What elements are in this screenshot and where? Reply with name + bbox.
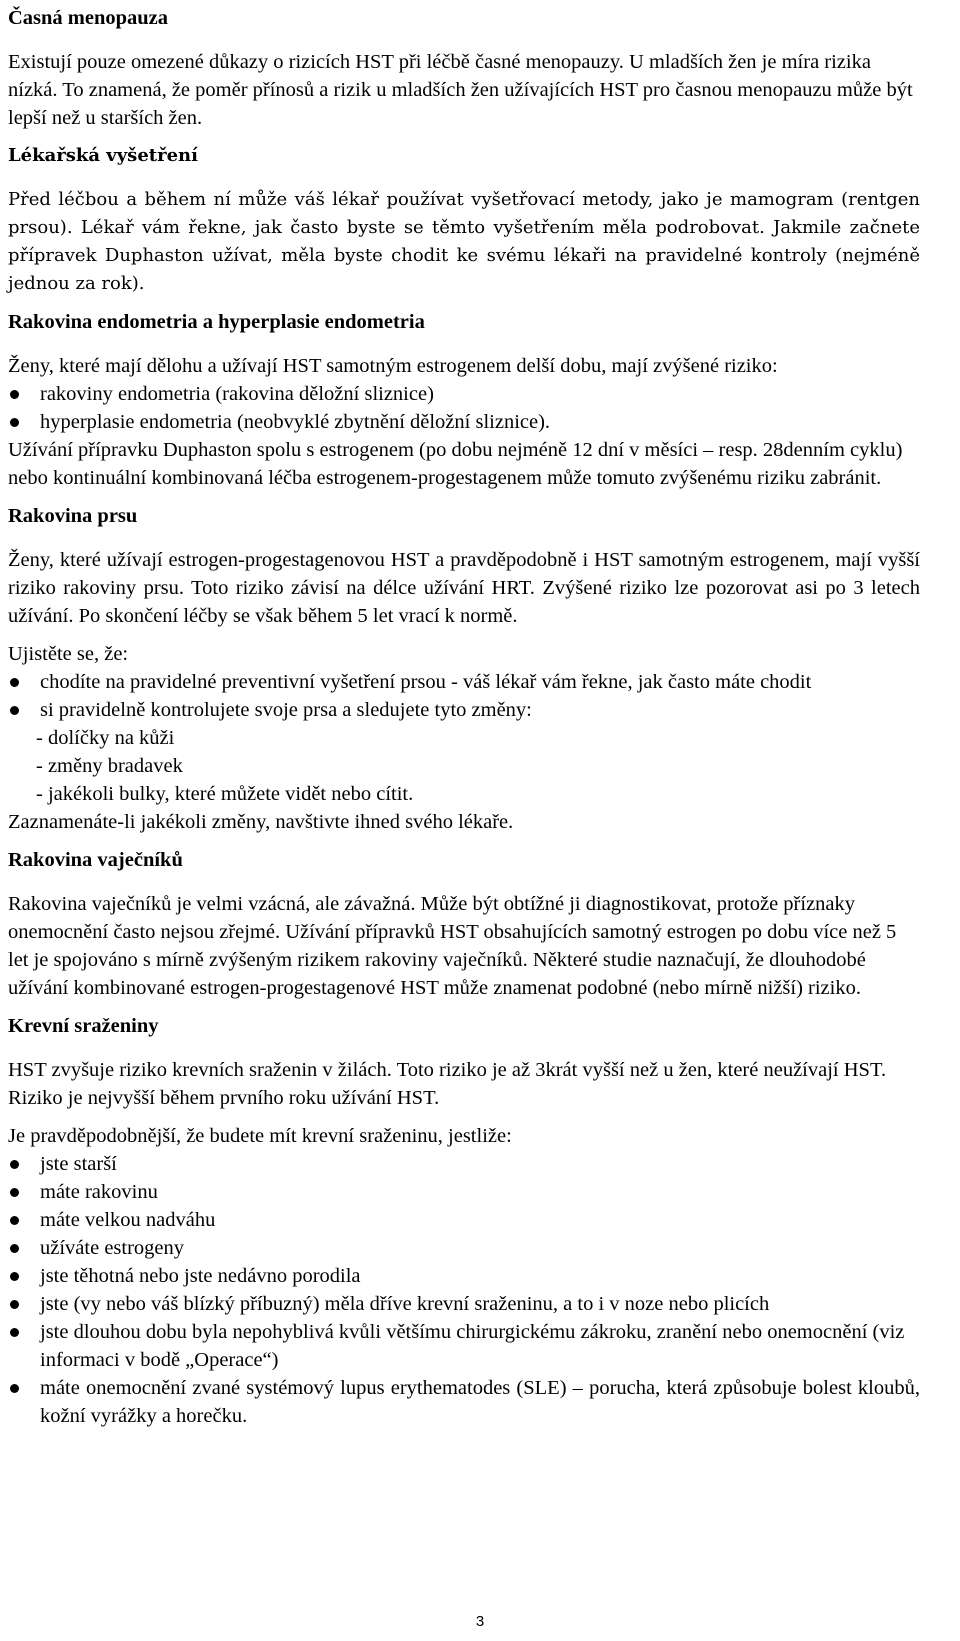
heading-medical-exams: Lékařská vyšetření <box>8 145 198 166</box>
list-item: jste dlouhou dobu byla nepohyblivá kvůli většímu chirurgickému zákroku, zranění nebo onemocnění (viz informaci v bodě „Operace“) <box>8 1318 920 1374</box>
breast-changes-list <box>8 724 920 808</box>
list-item: máte velkou nadváhu <box>8 1206 920 1234</box>
heading-blood-clots: Krevní sraženiny <box>8 1015 159 1037</box>
paragraph-ovarian-cancer: Rakovina vaječníků je velmi vzácná, ale závažná. Může být obtížné ji diagnostikovat, protože příznaky onemocnění často nejsou zřejmé. Užívání přípravků HST obsahujících samotný estrogen po dobu více než 5 let je spojováno s mírně zvýšeným rizikem rakoviny vaječníků. Některé studie naznačují, že dlouhodobé užívání kombinované estrogen-progestagenové HST může znamenat podobné (nebo mírně nižší) riziko. <box>8 893 897 999</box>
list-item: jste těhotná nebo jste nedávno porodila <box>8 1262 920 1290</box>
list-item: hyperplasie endometria (neobvyklé zbytnění děložní sliznice). <box>8 408 920 436</box>
paragraph-endometrial-prevention: Užívání přípravku Duphaston spolu s estrogenem (po dobu nejméně 12 dní v měsíci – resp. 28denním cyklu) nebo kontinuální kombinovaná léčba estrogenem-progestagenem může tomuto zvýšenému riziku zabránit. <box>8 439 903 489</box>
blood-clot-risk-list <box>8 1150 920 1430</box>
heading-ovarian-cancer: Rakovina vaječníků <box>8 849 183 871</box>
heading-early-menopause: Časná menopauza <box>8 7 169 29</box>
list-item: jste starší <box>8 1150 920 1178</box>
paragraph-medical-exams: Před léčbou a během ní může váš lékař používat vyšetřovací metody, jako je mamogram (rentgen prsou). Lékař vám řekne, jak často byste se těmto vyšetřením měla podrobovat. Jakmile začnete přípravek Duphaston užívat, měla byste chodit ke svému lékaři na pravidelné kontroly (nejméně jednou za rok). <box>8 189 920 294</box>
list-item: si pravidelně kontrolujete svoje prsa a sledujete tyto změny: <box>8 696 920 724</box>
paragraph-endometrial-intro: Ženy, které mají dělohu a užívají HST samotným estrogenem delší dobu, mají zvýšené riziko: <box>8 355 778 377</box>
paragraph-blood-clots: HST zvyšuje riziko krevních sraženin v žilách. Toto riziko je až 3krát vyšší než u žen, které neužívají HST. Riziko je nejvyšší během prvního roku užívání HST. <box>8 1059 887 1109</box>
list-item: rakoviny endometria (rakovina děložní sliznice) <box>8 380 920 408</box>
list-item: chodíte na pravidelné preventivní vyšetření prsou - váš lékař vám řekne, jak často máte chodit <box>8 668 920 696</box>
list-item: - změny bradavek <box>36 755 183 777</box>
endometrial-risk-list <box>8 380 920 436</box>
list-item: máte rakovinu <box>8 1178 920 1206</box>
list-item: máte onemocnění zvané systémový lupus erythematodes (SLE) – porucha, která způsobuje bolest kloubů, kožní vyrážky a horečku. <box>8 1374 920 1430</box>
paragraph-breast-cancer: Ženy, které užívají estrogen-progestagenovou HST a pravděpodobně i HST samotným estrogenem, mají vyšší riziko rakoviny prsu. Toto riziko závisí na délce užívání HRT. Zvýšené riziko lze pozorovat asi po 3 letech užívání. Po skončení léčby se však během 5 let vrací k normě. <box>8 549 920 627</box>
list-item: - dolíčky na kůži <box>36 727 175 749</box>
paragraph-blood-clots-intro: Je pravděpodobnější, že budete mít krevní sraženinu, jestliže: <box>8 1125 512 1147</box>
list-item: užíváte estrogeny <box>8 1234 920 1262</box>
list-item: jste (vy nebo váš blízký příbuzný) měla dříve krevní sraženinu, a to i v noze nebo plicích <box>8 1290 920 1318</box>
heading-breast-cancer: Rakovina prsu <box>8 505 138 527</box>
paragraph-breast-outro: Zaznamenáte-li jakékoli změny, navštivte ihned svého lékaře. <box>8 811 514 833</box>
list-item: - jakékoli bulky, které můžete vidět nebo cítit. <box>36 783 414 805</box>
paragraph-early-menopause: Existují pouze omezené důkazy o rizicích HST při léčbě časné menopauzy. U mladších žen je míra rizika nízká. To znamená, že poměr přínosů a rizik u mladších žen užívajících HST pro časnou menopauzu může být lepší než u starších žen. <box>8 51 913 129</box>
heading-endometrial-cancer: Rakovina endometria a hyperplasie endometria <box>8 311 425 333</box>
paragraph-ensure-intro: Ujistěte se, že: <box>8 643 129 665</box>
page-number: 3 <box>475 1613 485 1630</box>
document-page <box>8 4 920 1430</box>
breast-check-list <box>8 668 920 724</box>
